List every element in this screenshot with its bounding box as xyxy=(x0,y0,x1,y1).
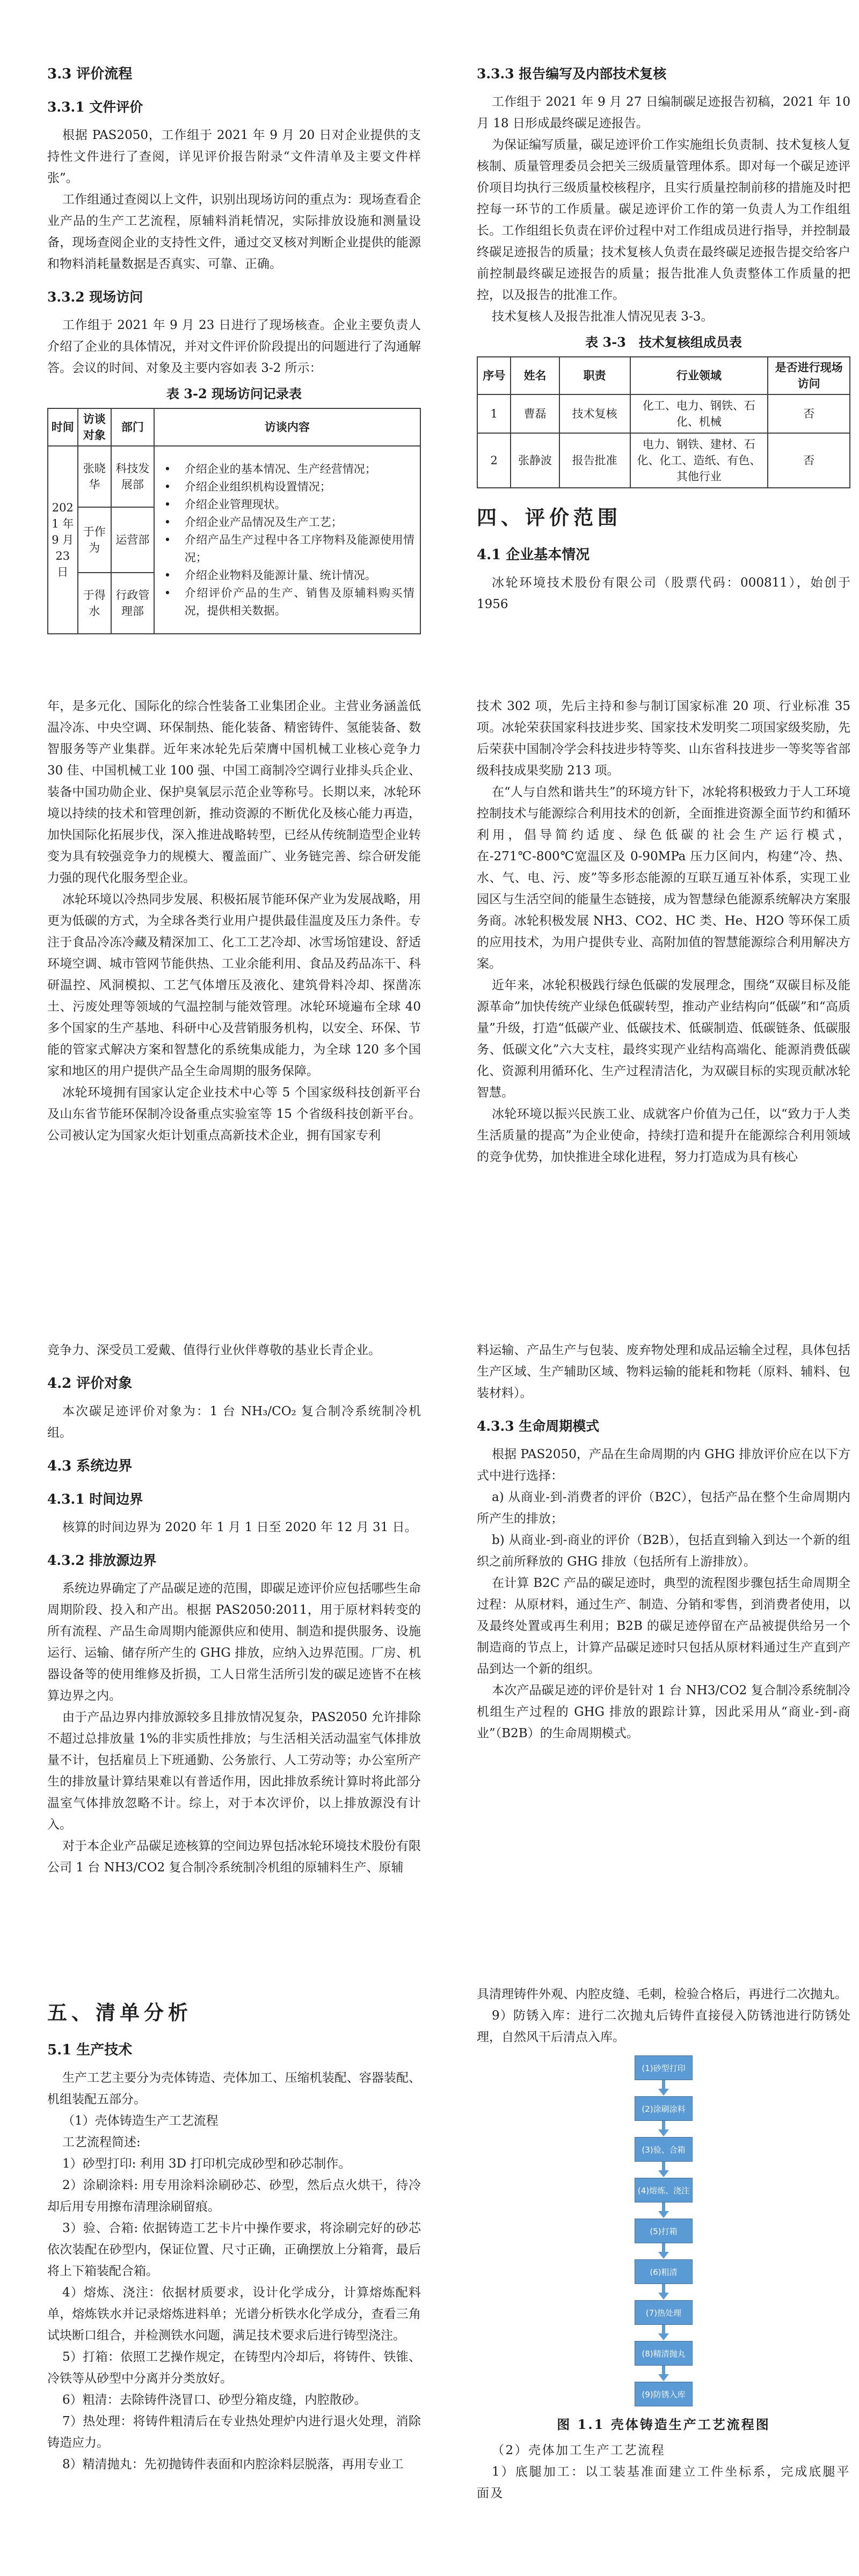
header-interviewee: 访谈对象 xyxy=(78,408,111,446)
para-step-2: 2）涂刷涂料: 用专用涂料涂刷砂芯、砂型，然后点火烘干，待冷却后用专用擦布清理涂刷留痕。 xyxy=(47,2178,421,2214)
list-item: • 介绍企业管理现状。 xyxy=(160,496,414,514)
para-step-3: 3）验、合箱: 依据铸造工艺卡片中操作要求，将涂刷完好的砂芯依次装配在砂型内，保证位置、尺寸正确，正确摆放上分箱膏，最后将上下箱装配合箱。 xyxy=(47,2221,421,2278)
header-name: 姓名 xyxy=(511,357,559,394)
para-step-4: 4）熔炼、浇注：依据材质要求，设计化学成分，计算熔炼配料单，熔炼铁水并记录熔炼进料单；光谱分析铁水化学成分，查看三角试块断口组合，并检测铁水问题，满足技术要求后进行铸型浇注。 xyxy=(47,2286,421,2343)
para-lifecycle-b2c: a) 从商业-到-消费者的评价（B2C），包括产品在整个生命周期内所产生的排放； xyxy=(477,1490,850,1526)
para-process-brief: 工艺流程简述: xyxy=(62,2135,141,2149)
heading-4-3: 4.3 系统边界 xyxy=(47,1458,133,1474)
table-3-3 xyxy=(477,356,850,488)
table-3-2 xyxy=(47,408,421,634)
flow-step-2: (2)涂刷涂料 xyxy=(635,2096,693,2121)
cell-visit-2: 否 xyxy=(768,433,850,488)
header-no: 序号 xyxy=(477,357,511,394)
flow-step-8: (8)精清抛丸 xyxy=(635,2341,693,2366)
para-step-7: 7）热处理：将铸件粗清后在专业热处理炉内进行退火处理，消除铸造应力。 xyxy=(47,2414,421,2450)
para-mission-cont: 竞争力、深受员工爱戴、值得行业伙伴尊敬的基业长青企业。 xyxy=(47,1343,381,1357)
table-row xyxy=(477,433,850,488)
cell-interview-content xyxy=(154,446,420,634)
down-arrow-icon xyxy=(658,2121,669,2137)
para-machining-step-1: 1）底腿加工：以工装基准面建立工件坐标系，完成底腿平面及 xyxy=(477,2465,850,2500)
heading-4-2: 4.2 评价对象 xyxy=(47,1375,133,1392)
table-3-2-caption: 表 3-2 现场访问记录表 xyxy=(166,386,302,401)
flow-step-1: (1)砂型打印 xyxy=(635,2055,693,2080)
page-3 xyxy=(0,644,430,1288)
para-company-intro-cont: 年，是多元化、国际化的综合性装备工业集团企业。主营业务涵盖低温冷冻、中央空调、环保制热、能化装备、精密铸件、氢能装备、数智服务等产业集群。近年来冰轮先后荣膺中国机械工业核心竞争力 30 佳、中国机械工业 100 强、中国工商制冷空调行业排头兵企业、装备中国功勋企业、保护臭氧层示范企业等称号。长期以来，冰轮环境以持续的技术和管理创新，推动资源的不断优化及核心能力再造，加快国际化拓展步伐，深入推进战略转型，已经从传统制造型企业转变为具有较强竞争力的规模大、覆盖面广、业务链完善、综合研发能力强的现代化服务型企业。 xyxy=(47,699,421,885)
cell-name-2: 张静波 xyxy=(511,433,559,488)
page-7 xyxy=(0,1932,430,2576)
heading-4-3-2: 4.3.2 排放源边界 xyxy=(47,1553,157,1568)
heading-3-3: 3.3 评价流程 xyxy=(47,66,133,82)
para-file-review-1: 根据 PAS2050，工作组于 2021 年 9 月 20 日对企业提供的支持性文件进行了查阅，详见评价报告附录“文件清单及主要文件样张”。 xyxy=(47,128,421,185)
figure-1-1-caption: 图 1.1 壳体铸造生产工艺流程图 xyxy=(557,2417,770,2432)
para-file-review-2: 工作组通过查阅以上文件，识别出现场访问的重点为：现场查看企业产品的生产工艺流程，原辅料消耗情况，实际排放设施和测量设备，现场查阅企业的支持性文件，通过交叉核对判断企业提供的能源和物料消耗量数据是否真实、可靠、正确。 xyxy=(47,193,421,271)
cell-name-3: 于得水 xyxy=(78,573,111,634)
list-item: • 介绍企业产品情况及生产工艺； xyxy=(160,514,414,531)
list-item: • 介绍评价产品的生产、销售及原辅料购买情况，提供相关数据。 xyxy=(160,584,414,620)
para-casting-title: （1）壳体铸造生产工艺流程 xyxy=(62,2114,219,2128)
cell-name-2: 于作为 xyxy=(78,507,111,573)
page-5 xyxy=(0,1288,430,1932)
para-step-8-cont: 具清理铸件外观、内腔皮缝、毛刺，检验合格后，再进行二次抛丸。 xyxy=(477,1987,847,2001)
cell-visit-1: 否 xyxy=(768,394,850,433)
para-step-1: 1）砂型打印: 利用 3D 打印机完成砂型和砂芯制作。 xyxy=(62,2157,351,2171)
para-process-overview: 生产工艺主要分为壳体铸造、壳体加工、压缩机装配、容器装配、机组装配五部分。 xyxy=(47,2071,421,2106)
down-arrow-icon xyxy=(658,2325,669,2341)
page-2 xyxy=(430,0,859,644)
para-exclusions: 由于产品边界内排放源较多且排放情况复杂，PAS2050 允许排除不超过总排放量 1%的非实质性排放；与生活相关活动温室气体排放量不计，包括雇员上下班通勤、公务旅行、人工劳动等；办公室所产生的排放量计算结果难以有普适作用，因此排放系统计算时将此部分温室气体排放忽略不计。综上，对于本次评价，以上排放源没有计入。 xyxy=(47,1710,421,1832)
para-spatial-boundary-cont: 料运输、产品生产与包装、废弃物处理和成品运输全过程，具体包括生产区域、生产辅助区域、物料运输的能耗和物耗（原料、辅料、包装材料）。 xyxy=(477,1343,850,1400)
para-company-platforms: 冰轮环境拥有国家认定企业技术中心等 5 个国家级科技创新平台及山东省节能环保制冷设备重点实验室等 15 个省级科技创新平台。公司被认定为国家火炬计划重点高新技术企业，拥有国家专利 xyxy=(47,1086,421,1143)
para-step-8-start: 8）精清抛丸：先初抛铸件表面和内腔涂料层脱落，再用专业工 xyxy=(62,2457,404,2471)
page-6 xyxy=(430,1288,859,1932)
list-item: • 介绍企业物料及能源计量、统计情况。 xyxy=(160,567,414,584)
para-report-draft: 工作组于 2021 年 9 月 27 日编制碳足迹报告初稿，2021 年 10 月 18 日形成最终碳足迹报告。 xyxy=(477,95,850,130)
para-lifecycle-choice: 本次产品碳足迹的评价是针对 1 台 NH3/CO2 复合制冷系统制冷机组生产过程的 GHG 排放的跟踪计算，因此采用从“商业-到-商业”（B2B）的生命周期模式。 xyxy=(477,1684,850,1740)
heading-3-3-2: 3.3.2 现场访问 xyxy=(47,289,143,305)
table-3-2-header-row xyxy=(48,408,420,446)
casting-process-flowchart xyxy=(477,2055,850,2406)
header-time: 时间 xyxy=(48,408,78,446)
heading-4-3-1: 4.3.1 时间边界 xyxy=(47,1491,143,1507)
para-quality-system: 为保证编写质量，碳足迹评价工作实施组长负责制、技术复核人复核制、质量管理委员会把关三级质量管理体系。即对每一个碳足迹评价项目均执行三级质量校核程序，且实行质量控制前移的措施及时把控每一环节的工作质量。碳足迹评价工作的第一负责人为工作组组长。工作组组长负责在评价过程中对工作组成员进行指导，并控制最终碳足迹报告的质量；技术复核人负责在最终碳足迹报告提交给客户前控制最终碳足迹报告的质量；报告批准人负责整体工作质量的把控，以及报告的批准工作。 xyxy=(477,138,850,302)
flow-step-9: (9)防锈入库 xyxy=(635,2382,693,2406)
list-item: • 介绍企业的基本情况、生产经营情况； xyxy=(160,460,414,478)
heading-4-1: 4.1 企业基本情况 xyxy=(477,547,590,563)
cell-duty-2: 报告批准 xyxy=(559,433,630,488)
para-step-9: 9）防锈入库：进行二次抛丸后铸件直接侵入防锈池进行防锈处理，自然风干后清点入库。 xyxy=(477,2009,850,2044)
header-duty: 职责 xyxy=(559,357,630,394)
cell-dept-3: 行政管理部 xyxy=(111,573,154,634)
cell-duty-1: 技术复核 xyxy=(559,394,630,433)
list-item: • 介绍产品生产过程中各工序物料及能源使用情况； xyxy=(160,531,414,567)
para-company-strategy: 冰轮环境以冷热同步发展、积极拓展节能环保产业为发展战略，用更为低碳的方式，为全球各类行业用户提供最佳温度及压力条件。专注于食品冷冻冷藏及精深加工、化工工艺冷却、冰雪场馆建设、舒适环境空调、城市管网节能供热、工业余能利用、食品及药品冻干、科研温控、风洞模拟、工艺气体增压及液化、建筑骨料冷却、探凿冻土、污废处理等领域的气温控制与能效管理。冰轮环境遍布全球 40 多个国家的生产基地、科研中心及营销服务机构，以安全、环保、节能的管家式解决方案和智慧化的系统集成能力，为全球 120 多个国家和地区的用户提供产品全生命周期的服务保障。 xyxy=(47,892,421,1078)
flow-step-3: (3)验、合箱 xyxy=(635,2137,693,2162)
para-spatial-boundary-start: 对于本企业产品碳足迹核算的空间边界包括冰轮环境技术股份有限公司 1 台 NH3/CO2 复合制冷系统制冷机组的原辅料生产、原辅 xyxy=(47,1839,421,1875)
down-arrow-icon xyxy=(658,2080,669,2096)
cell-no-2: 2 xyxy=(477,433,511,488)
page-8 xyxy=(430,1932,859,2576)
para-company-intro-start: 冰轮环境技术股份有限公司（股票代码：000811），始创于 1956 xyxy=(477,576,850,611)
cell-no-1: 1 xyxy=(477,394,511,433)
para-evaluation-object: 本次碳足迹评价对象为：1 台 NH₃/CO₂ 复合制冷系统制冷机组。 xyxy=(47,1404,421,1440)
para-step-5: 5）打箱：依照工艺操作规定，在铸型内冷却后，将铸件、铁锥、冷铁等从砂型中分离并分类放好。 xyxy=(47,2350,421,2385)
cell-dept-1: 科技发展部 xyxy=(111,446,154,507)
header-field: 行业领域 xyxy=(630,357,768,394)
heading-section-4: 四、评价范围 xyxy=(477,506,622,529)
header-site-visit: 是否进行现场访问 xyxy=(768,357,850,394)
cell-field-1: 化工、电力、钢铁、石化、机械 xyxy=(630,394,768,433)
down-arrow-icon xyxy=(658,2202,669,2219)
down-arrow-icon xyxy=(658,2162,669,2178)
heading-3-3-3: 3.3.3 报告编写及内部技术复核 xyxy=(477,66,667,82)
para-lifecycle-detail: 在计算 B2C 产品的碳足迹时，典型的流程图步骤包括生命周期全过程：从原材料，通过生产、制造、分销和零售，到消费者使用，以及最终处置或再生利用；B2B 的碳足迹停留在产品被提供给另一个制造商的节点上，计算产品碳足迹时只包括从原材料通过生产直到产品到达一个新的组织。 xyxy=(477,1576,850,1676)
flow-step-4: (4)熔炼、浇注 xyxy=(635,2178,693,2202)
table-3-3-header-row xyxy=(477,357,850,394)
para-site-visit: 工作组于 2021 年 9 月 23 日进行了现场核查。企业主要负责人介绍了企业的具体情况，并对文件评价阶段提出的问题进行了沟通解答。会议的时间、对象及主要内容如表 3-2 所示： xyxy=(47,318,421,375)
table-3-3-caption: 表 3-3 技术复核组成员表 xyxy=(585,334,742,350)
para-company-mission: 冰轮环境以振兴民族工业、成就客户价值为己任，以“致力于人类生活质量的提高”为企业使命，持续打造和提升在能源综合利用领域的竞争优势，加快推进全球化进程，努力打造成为具有核心 xyxy=(477,1107,850,1164)
para-system-boundary: 系统边界确定了产品碳足迹的范围，即碳足迹评价应包括哪些生命周期阶段、投入和产出。根据 PAS2050:2011，用于原材料转变的所有流程、产品生命周期内能源供应和使用、制造和提供服务、设施运行、运输、储存所产生的 GHG 排放，应纳入边界范围。厂房、机器设备等的使用维修及折损，工人日常生活所引发的碳足迹皆不在核算边界之内。 xyxy=(47,1582,421,1703)
header-content: 访谈内容 xyxy=(154,408,420,446)
page-4 xyxy=(430,644,859,1288)
table-row xyxy=(477,394,850,433)
para-step-6: 6）粗清：去除铸件浇冒口、砂型分箱皮缝，内腔散砂。 xyxy=(62,2393,367,2407)
para-environment-policy: 在“人与自然和谐共生”的环境方针下，冰轮将积极致力于人工环境控制技术与能源综合利用技术的创新，全面推进资源全面节约和循环利用，倡导简约适度、绿色低碳的社会生产运行模式，在-271℃-800℃宽温区及 0-90MPa 压力区间内，构建“冷、热、水、气、电、污、废”等多形态能源的互联互通互补体系，实现工业园区与生活空间的能量生态链接，成为智慧绿色能源系统解决方案服务商。冰轮积极发展 NH3、CO2、HC 类、He、H2O 等环保工质的应用技术，为用户提供专业、高附加值的智慧能源综合利用解决方案。 xyxy=(477,785,850,971)
flow-step-5: (5)打箱 xyxy=(635,2219,693,2243)
heading-5-1: 5.1 生产技术 xyxy=(47,2042,133,2058)
header-dept: 部门 xyxy=(111,408,154,446)
flow-step-7: (7)热处理 xyxy=(635,2300,693,2325)
heading-section-5: 五、清单分析 xyxy=(47,2001,192,2024)
para-lifecycle-intro: 根据 PAS2050，产品在生命周期的内 GHG 排放评价应在以下方式中进行选择： xyxy=(477,1447,850,1483)
cell-dept-2: 运营部 xyxy=(111,507,154,573)
para-lifecycle-b2b: b) 从商业-到-商业的评价（B2B），包括直到输入到达一个新的组织之前所释放的 GHG 排放（包括所有上游排放）。 xyxy=(477,1533,850,1569)
cell-field-2: 电力、钢铁、建材、石化、化工、造纸、有色、其他行业 xyxy=(630,433,768,488)
para-dual-carbon: 近年来，冰轮积极践行绿色低碳的发展理念，围绕“双碳目标及能源革命”加快传统产业绿色低碳转型，推动产业结构向“低碳”和“高质量”升级，打造“低碳产业、低碳技术、低碳制造、低碳链条、低碳服务、低碳文化”六大支柱，最终实现产业结构高端化、能源消费低碳化、资源利用循环化、生产过程清洁化，为双碳目标的实现贡献冰轮智慧。 xyxy=(477,978,850,1100)
interview-bullet-list xyxy=(157,459,418,621)
cell-name-1: 张晓华 xyxy=(78,446,111,507)
para-see-table-33: 技术复核人及报告批准人情况见表 3-3。 xyxy=(492,310,714,324)
para-time-boundary: 核算的时间边界为 2020 年 1 月 1 日至 2020 年 12 月 31 日。 xyxy=(62,1520,417,1534)
cell-name-1: 曹磊 xyxy=(511,394,559,433)
flow-step-6: (6)粗清 xyxy=(635,2259,693,2284)
para-patents-cont: 技术 302 项，先后主持和参与制订国家标准 20 项、行业标准 35 项。冰轮荣获国家科技进步奖、国家技术发明奖二项国家级奖励，先后荣获中国制冷学会科技进步特等奖、山东省科技进步一等奖等省部级科技成果奖励 213 项。 xyxy=(477,699,850,778)
down-arrow-icon xyxy=(658,2366,669,2382)
para-machining-title: （2）壳体加工生产工艺流程 xyxy=(492,2443,666,2457)
list-item: • 介绍企业组织机构设置情况； xyxy=(160,478,414,496)
heading-3-3-1: 3.3.1 文件评价 xyxy=(47,99,143,115)
down-arrow-icon xyxy=(658,2284,669,2300)
heading-4-3-3: 4.3.3 生命周期模式 xyxy=(477,1418,600,1434)
cell-time: 2021 年 9 月 23 日 xyxy=(48,446,78,634)
table-row xyxy=(48,446,420,507)
page-1 xyxy=(0,0,430,644)
down-arrow-icon xyxy=(658,2243,669,2259)
